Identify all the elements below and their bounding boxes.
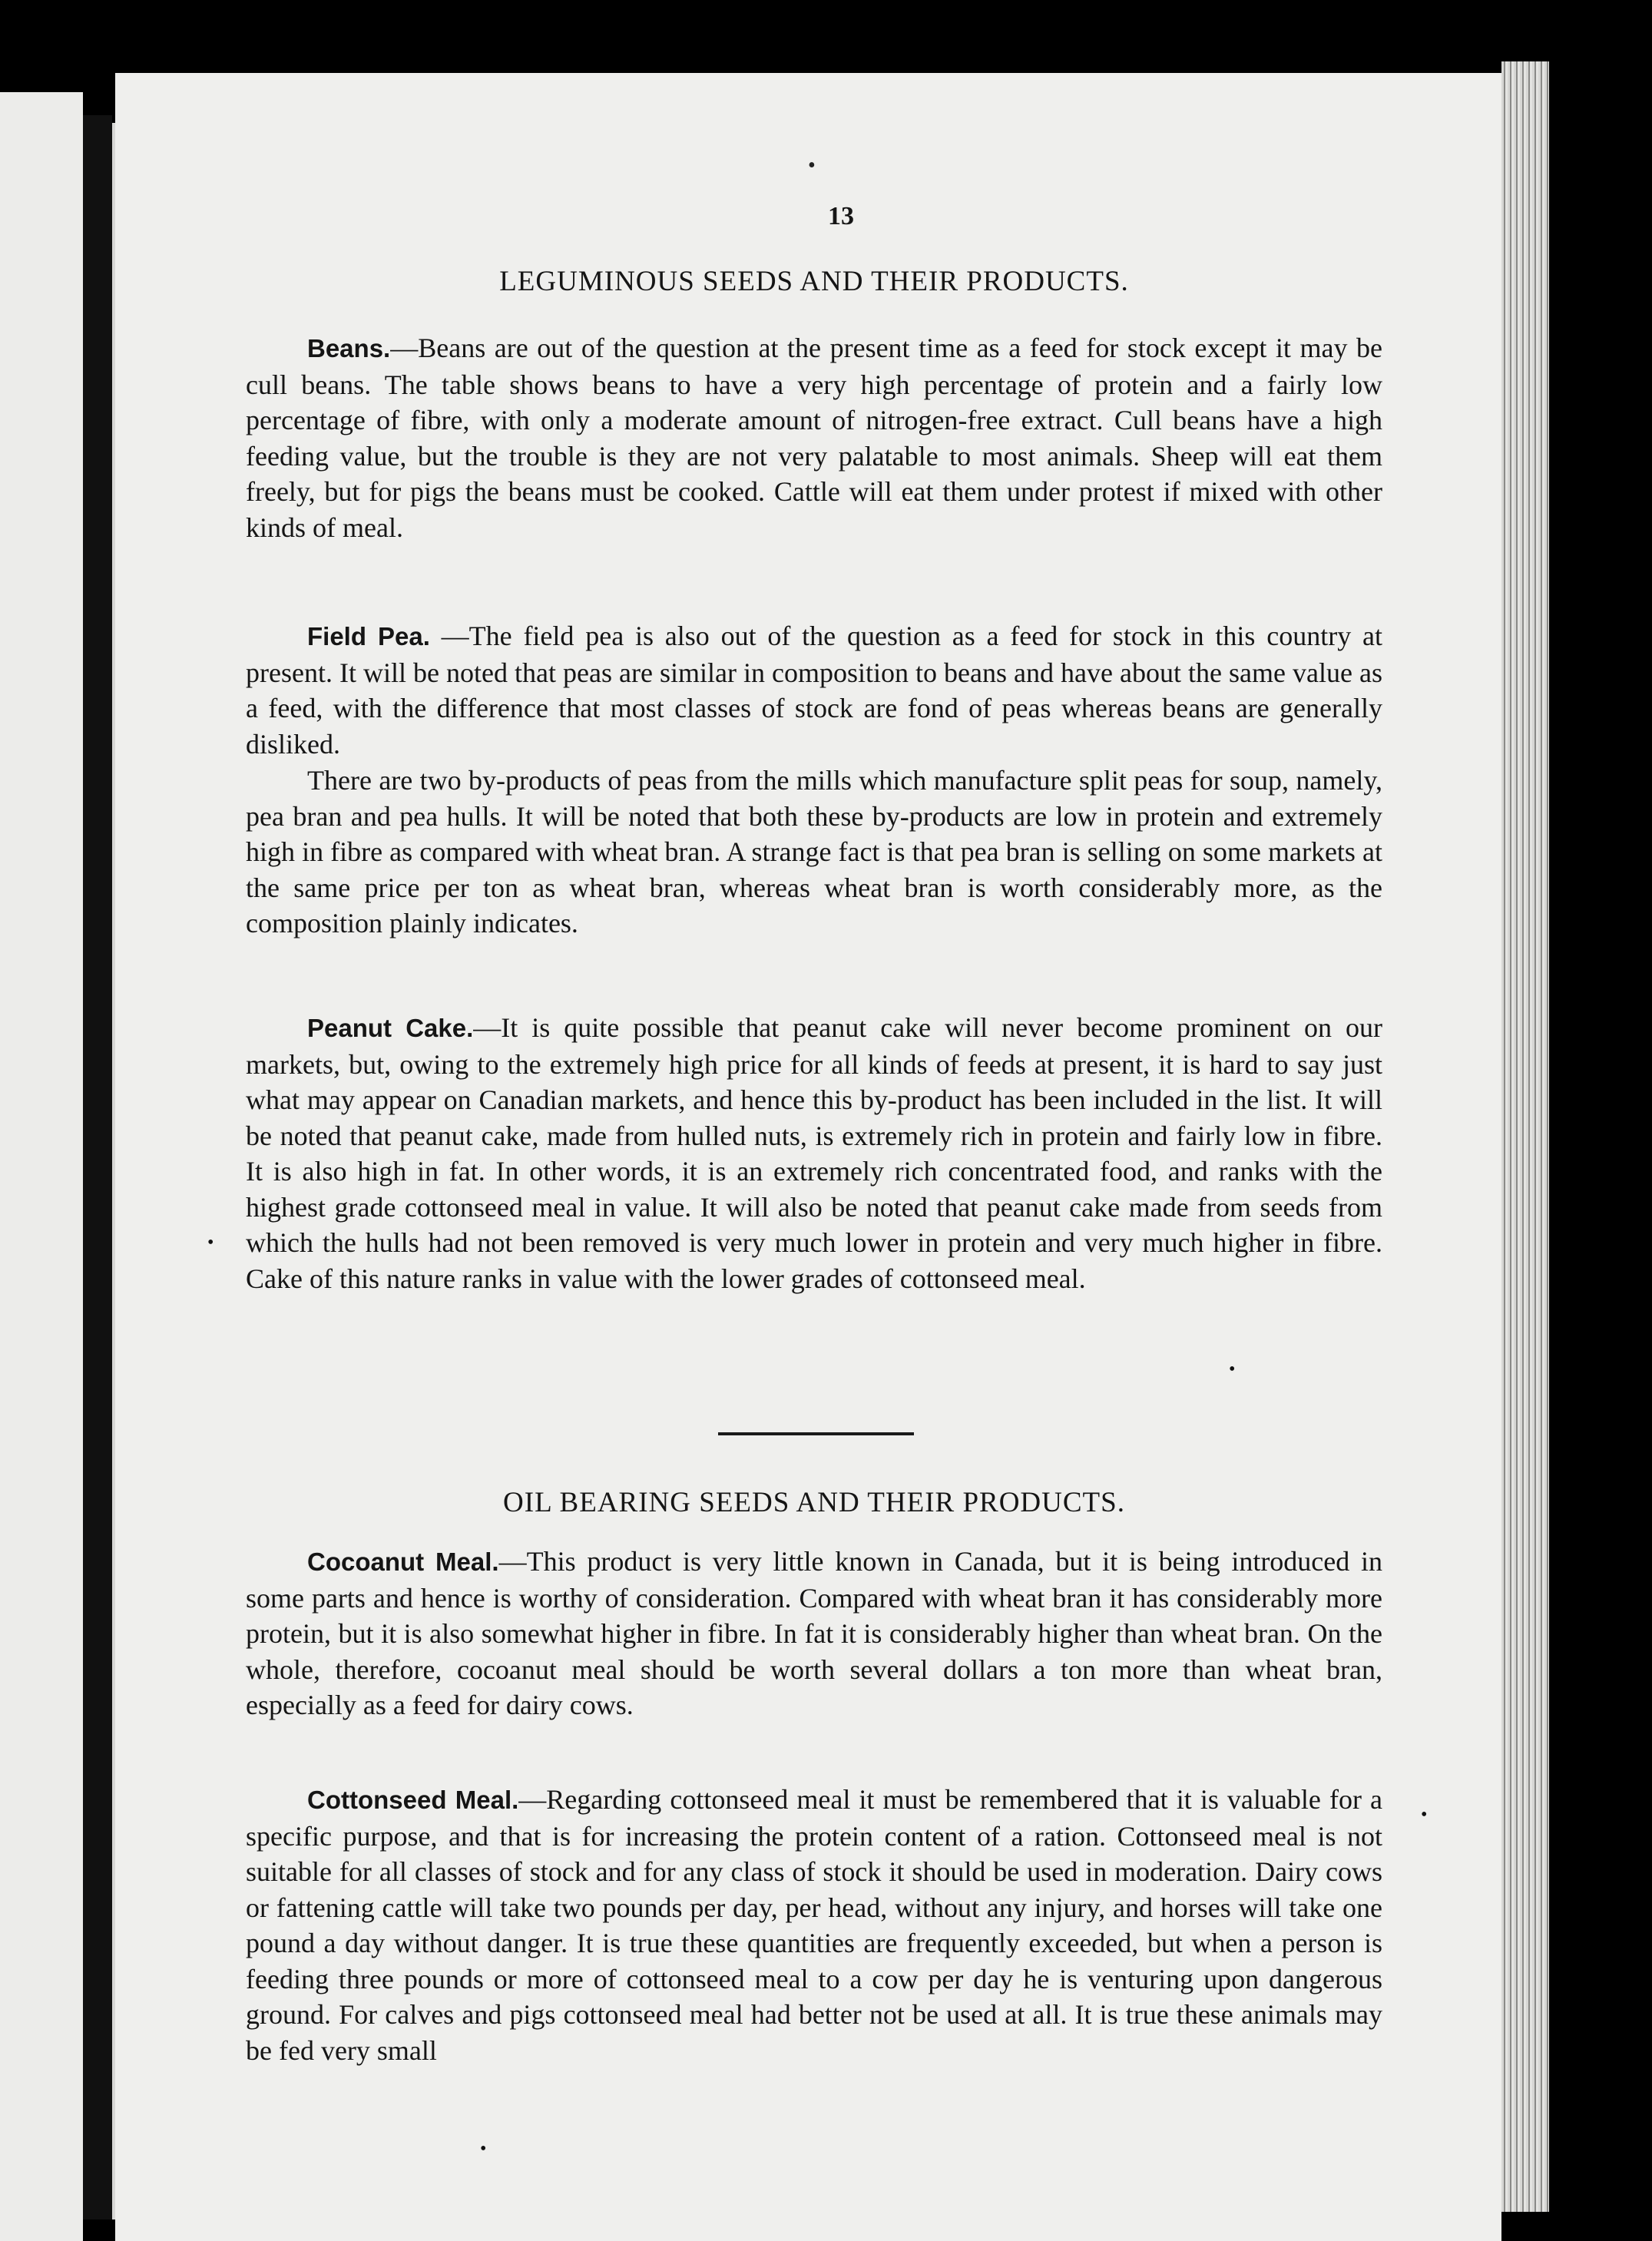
background-shadow xyxy=(1549,54,1652,2241)
scan-speck: • xyxy=(207,1233,214,1253)
paragraph-field-pea xyxy=(246,618,1382,762)
paragraph-cocoanut-meal xyxy=(246,1544,1382,1723)
top-mark: • xyxy=(808,154,816,177)
paragraph-text: —Beans are out of the question at the present time as a feed for stock except it may be cull beans. The table shows beans to have a very high percentage of protein and a fairly low percentage of fibre, with only a moderate amount of nitrogen-free extract. Cull beans have a high feeding value, but the trouble is they are not very palatable to most animals. Sheep will eat them freely, but for pigs the beans must be cooked. Cattle will eat them under protest if mixed with other kinds of meal. xyxy=(246,333,1382,543)
paragraph-text: —The field pea is also out of the question as a feed for stock in this country at present. It will be noted that peas are similar in composition to beans and have about the same value as a feed, with the difference that most classes of stock are fond of peas whereas beans are generally disliked. xyxy=(246,621,1382,760)
section-heading-oil-bearing: OIL BEARING SEEDS AND THEIR PRODUCTS. xyxy=(503,1487,1125,1518)
paragraph-lead: Field Pea. xyxy=(307,622,430,650)
section-divider xyxy=(718,1432,914,1435)
paragraph-pea-byproducts: There are two by-products of peas from the mills which manufacture split peas for soup, namely, pea bran and pea hulls. It will be noted that both these by-products are low in protein and extremely high in fibre as compared with wheat bran. A strange fact is that pea bran is selling on some markets at the same price per ton as wheat bran, whereas wheat bran is worth considerably more, as the composition plainly indicates. xyxy=(246,765,1382,938)
scan-speck: • xyxy=(480,2139,487,2159)
facing-page-edge xyxy=(0,92,83,2241)
section-heading-leguminous: LEGUMINOUS SEEDS AND THEIR PRODUCTS. xyxy=(499,266,1129,297)
paragraph-text: —Regarding cottonseed meal it must be remembered that it is valuable for a specific purpose, and that is for increasing the protein content of a ration. Cottonseed meal is not suitable for all classes of stock and for any class of stock it should be used in moderation. Dairy cows or fattening cattle will take two pounds per day, per head, without any injury, and horses will take one pound a day without danger. It is true these quantities are frequently exceeded, but when a person is feeding three pounds or more of cottonseed meal to a cow per day he is venturing upon dangerous ground. For calves and pigs cottonseed meal had better not be used at all. It is true these animals may be fed very small xyxy=(246,1784,1383,2066)
page-stack-edges xyxy=(1501,61,1549,2212)
binding-shadow xyxy=(83,115,112,2219)
paragraph-cottonseed-meal xyxy=(246,1782,1382,2068)
paragraph-lead: Cocoanut Meal. xyxy=(307,1548,499,1576)
paragraph-lead: Beans. xyxy=(307,334,391,362)
scan-speck: • xyxy=(1229,1359,1236,1379)
scan-speck: • xyxy=(1421,1805,1428,1825)
paragraph-lead: Peanut Cake. xyxy=(307,1014,474,1042)
paragraph-text: —It is quite possible that peanut cake will never become prominent on our markets, but, owing to the extremely high price for all kinds of feeds at present, it is hard to say just what may appear on Canadian markets, and hence this by-product has been included in the list. It will be noted that peanut cake, made from hulled nuts, is extremely rich in protein and fairly low in fibre. It is also high in fat. In other words, it is an extremely rich concentrated food, and ranks with the highest grade cottonseed meal in value. It will also be noted that peanut cake made from seeds from which the hulls had not been removed is very much lower in protein and very much higher in fibre. Cake of this nature ranks in value with the lower grades of cottonseed meal. xyxy=(246,1012,1383,1294)
paragraph-text: —This product is very little known in Canada, but it is being introduced in some parts and hence is worthy of consideration. Compared with wheat bran it has considerably more protein, but it is also somewhat higher in fibre. In fat it is considerably higher than wheat bran. On the whole, therefore, cocoanut meal should be worth several dollars a ton more than wheat bran, especially as a feed for dairy cows. xyxy=(246,1546,1383,1720)
paragraph-lead: Cottonseed Meal. xyxy=(307,1786,519,1814)
paragraph-beans xyxy=(246,330,1382,545)
book-page xyxy=(115,73,1501,2241)
paragraph-peanut-cake xyxy=(246,1010,1382,1296)
page-number: 13 xyxy=(828,202,854,230)
